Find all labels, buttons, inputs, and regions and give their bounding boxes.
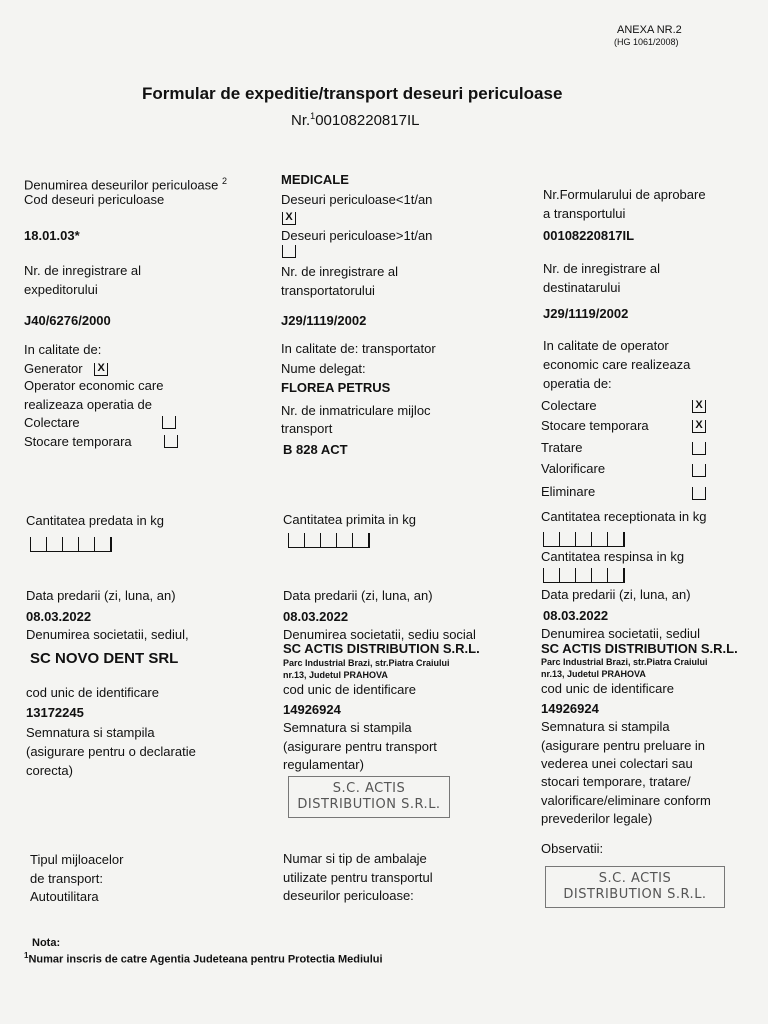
- recipient-capacity-3: operatia de:: [543, 376, 612, 391]
- large-waste-checkbox[interactable]: [282, 245, 296, 258]
- carrier-signature-3: regulamentar): [283, 757, 364, 772]
- storage-checkbox[interactable]: [164, 435, 178, 448]
- footnote-number: 1: [24, 951, 29, 960]
- carrier-stamp-line-1: S.C. ACTIS: [332, 781, 406, 796]
- carrier-signature-1: Semnatura si stampila: [283, 720, 412, 735]
- recipient-date-value: 08.03.2022: [543, 608, 609, 623]
- recipient-company-name: SC ACTIS DISTRIBUTION S.R.L.: [541, 641, 738, 656]
- carrier-address-1: Parc Industrial Brazi, str.Piatra Craiului: [283, 658, 450, 668]
- recipient-cui-label: cod unic de identificare: [541, 681, 674, 696]
- footnote-text: Numar inscris de catre Agentia Judeteana pentru Protectia Mediului: [28, 953, 383, 966]
- carrier-date-value: 08.03.2022: [283, 609, 349, 624]
- recipient-signature-6: prevederilor legale): [541, 811, 653, 826]
- recipient-reg-label-1: Nr. de inregistrare al: [543, 261, 661, 276]
- sender-reg-label-1: Nr. de inregistrare al: [24, 263, 142, 278]
- plate-label-1: Nr. de inmatriculare mijloc: [281, 403, 431, 418]
- packaging-label-3: deseurilor periculoase:: [283, 888, 414, 903]
- signature-label-2: (asigurare pentru o declaratie: [26, 744, 196, 759]
- waste-name-value: MEDICALE: [281, 172, 349, 187]
- qty-rejected-boxes[interactable]: [543, 568, 625, 583]
- form-number: [291, 107, 419, 130]
- recipient-signature-5: valorificare/eliminare conform: [541, 793, 711, 808]
- company-name: SC NOVO DENT SRL: [30, 650, 179, 667]
- plate-value: B 828 ACT: [283, 442, 348, 457]
- footnote: [24, 949, 383, 967]
- carrier-reg-label-2: transportatorului: [281, 283, 375, 298]
- approval-form-value: 00108220817IL: [543, 228, 635, 243]
- packaging-label-1: Numar si tip de ambalaje: [283, 851, 427, 866]
- delegate-label: Nume delegat:: [281, 361, 366, 376]
- delegate-name: FLOREA PETRUS: [281, 380, 391, 395]
- company-label: Denumirea societatii, sediul,: [26, 627, 189, 642]
- waste-code-label: Cod deseuri periculoase: [24, 192, 165, 207]
- collect-label: Colectare: [24, 415, 80, 430]
- annex-label: ANEXA NR.2: [617, 24, 682, 36]
- op-collect-label: Colectare: [541, 398, 597, 413]
- hg-reference: (HG 1061/2008): [614, 37, 679, 47]
- signature-label-3: corecta): [26, 763, 73, 778]
- carrier-capacity: In calitate de: transportator: [281, 341, 436, 356]
- carrier-cui-label: cod unic de identificare: [283, 682, 416, 697]
- op-disposal-label: Eliminare: [541, 484, 596, 499]
- recipient-signature-4: stocari temporare, tratare/: [541, 774, 691, 789]
- delivery-date-label: Data predarii (zi, luna, an): [26, 588, 176, 603]
- storage-label: Stocare temporara: [24, 434, 132, 449]
- carrier-signature-2: (asigurare pentru transport: [283, 739, 437, 754]
- qty-rejected-label: Cantitatea respinsa in kg: [541, 549, 685, 564]
- recipient-stamp-line-2: DISTRIBUTION S.R.L.: [563, 887, 707, 902]
- transport-type-value: Autoutilitara: [30, 889, 99, 904]
- recipient-capacity-1: In calitate de operator: [543, 338, 669, 353]
- capacity-label: In calitate de:: [24, 342, 102, 357]
- op-treatment-label: Tratare: [541, 440, 583, 455]
- recipient-signature-1: Semnatura si stampila: [541, 719, 670, 734]
- recipient-address-1: Parc Industrial Brazi, str.Piatra Craiului: [541, 657, 708, 667]
- qty-accepted-boxes[interactable]: [543, 532, 625, 547]
- recipient-date-label: Data predarii (zi, luna, an): [541, 587, 691, 602]
- small-waste-checkbox[interactable]: X: [282, 212, 296, 225]
- carrier-cui-value: 14926924: [283, 702, 341, 717]
- large-waste-label: Deseuri periculoase>1t/an: [281, 228, 433, 243]
- carrier-reg-value: J29/1119/2002: [281, 313, 367, 328]
- transport-type-label-1: Tipul mijloacelor: [30, 852, 124, 867]
- qty-received-label: Cantitatea primita in kg: [283, 512, 416, 527]
- op-collect-checkbox[interactable]: X: [692, 400, 706, 413]
- footnote-ref-2: 2: [222, 176, 228, 186]
- recipient-cui-value: 14926924: [541, 701, 599, 716]
- generator-checkbox[interactable]: X: [94, 363, 108, 376]
- qty-accepted-label: Cantitatea receptionata in kg: [541, 509, 707, 524]
- carrier-stamp: [288, 776, 450, 818]
- op-recovery-label: Valorificare: [541, 461, 606, 476]
- footnote-ref: 1: [310, 111, 316, 121]
- op-recovery-checkbox[interactable]: [692, 464, 706, 477]
- recipient-stamp-line-1: S.C. ACTIS: [598, 871, 672, 886]
- qty-delivered-boxes[interactable]: [30, 537, 112, 552]
- op-storage-checkbox[interactable]: X: [692, 420, 706, 433]
- cui-label: cod unic de identificare: [26, 685, 159, 700]
- signature-label-1: Semnatura si stampila: [26, 725, 155, 740]
- carrier-date-label: Data predarii (zi, luna, an): [283, 588, 433, 603]
- waste-code-value: 18.01.03*: [24, 228, 80, 243]
- recipient-company-label: Denumirea societatii, sediul: [541, 626, 700, 641]
- form-number-value: 00108220817IL: [315, 112, 420, 129]
- operator-label-1: Operator economic care: [24, 378, 164, 393]
- transport-type-label-2: de transport:: [30, 871, 103, 886]
- op-storage-label: Stocare temporara: [541, 418, 649, 433]
- cui-value: 13172245: [26, 705, 84, 720]
- recipient-signature-2: (asigurare pentru preluare in: [541, 738, 706, 753]
- approval-form-label-1: Nr.Formularului de aprobare: [543, 187, 706, 202]
- sender-reg-label-2: expeditorului: [24, 282, 98, 297]
- approval-form-label-2: a transportului: [543, 206, 626, 221]
- recipient-address-2: nr.13, Judetul PRAHOVA: [541, 669, 646, 679]
- operator-label-2: realizeaza operatia de: [24, 397, 152, 412]
- collect-checkbox[interactable]: [162, 416, 176, 429]
- recipient-stamp: [545, 866, 725, 908]
- generator-row: [24, 360, 108, 378]
- recipient-capacity-2: economic care realizeaza: [543, 357, 691, 372]
- carrier-stamp-line-2: DISTRIBUTION S.R.L.: [297, 797, 441, 812]
- op-treatment-checkbox[interactable]: [692, 442, 706, 455]
- generator-label: Generator: [24, 361, 83, 376]
- qty-delivered-label: Cantitatea predata in kg: [26, 513, 165, 528]
- recipient-reg-value: J29/1119/2002: [543, 306, 629, 321]
- form-number-label: Nr.: [291, 112, 311, 129]
- carrier-reg-label-1: Nr. de inregistrare al: [281, 264, 399, 279]
- observations-label: Observatii:: [541, 841, 604, 856]
- recipient-signature-3: vederea unei colectari sau: [541, 756, 693, 771]
- packaging-label-2: utilizate pentru transportul: [283, 870, 433, 885]
- sender-reg-value: J40/6276/2000: [24, 313, 111, 328]
- plate-label-2: transport: [281, 421, 333, 436]
- qty-received-boxes[interactable]: [288, 533, 370, 548]
- note-label: Nota:: [32, 937, 61, 949]
- carrier-company-label: Denumirea societatii, sediu social: [283, 627, 476, 642]
- carrier-address-2: nr.13, Judetul PRAHOVA: [283, 670, 388, 680]
- op-disposal-checkbox[interactable]: [692, 487, 706, 500]
- page-title: Formular de expeditie/transport deseuri periculoase: [142, 84, 563, 103]
- carrier-company-name: SC ACTIS DISTRIBUTION S.R.L.: [283, 641, 480, 656]
- waste-name-text: Denumirea deseurilor periculoase: [24, 177, 219, 193]
- delivery-date-value: 08.03.2022: [26, 609, 92, 624]
- recipient-reg-label-2: destinatarului: [543, 280, 621, 295]
- small-waste-label: Deseuri periculoase<1t/an: [281, 192, 433, 207]
